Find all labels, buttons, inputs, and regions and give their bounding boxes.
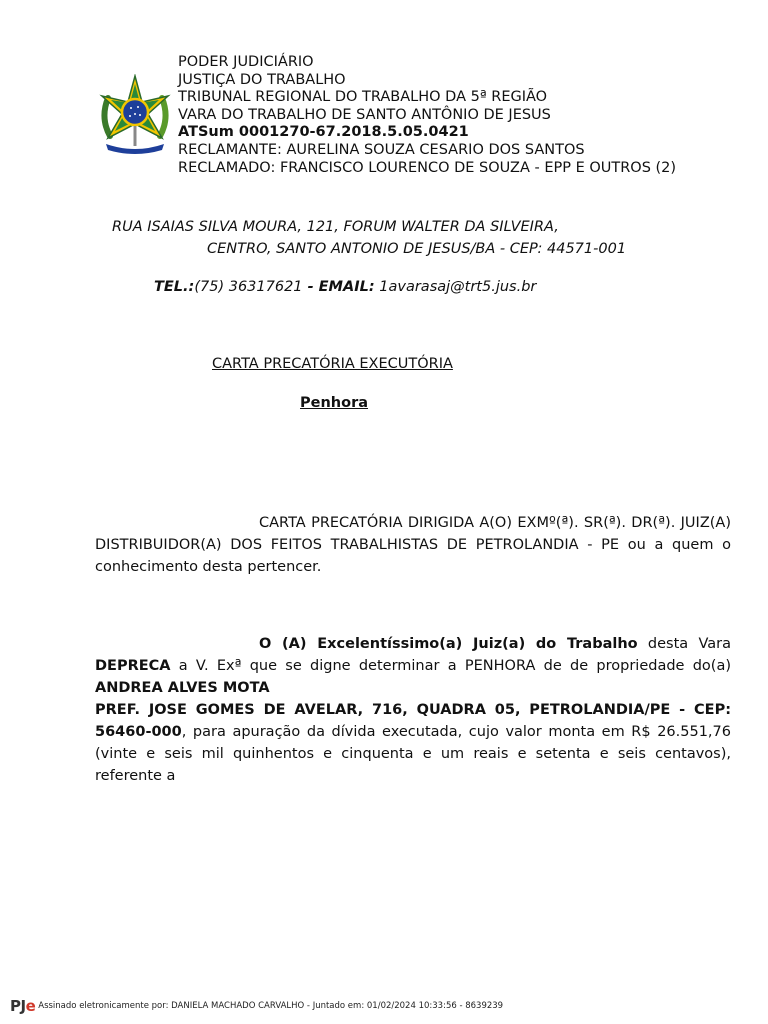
reclamado: RECLAMADO: FRANCISCO LOURENCO DE SOUZA - EPP E OUTROS (2) [178,159,677,176]
court-contact [154,279,536,295]
brazil-coat-of-arms-seal [96,74,174,156]
document-title: CARTA PRECATÓRIA EXECUTÓRIA [212,356,453,372]
debtor-address: PREF. JOSE GOMES DE AVELAR, 716, QUADRA 05, PETROLANDIA/PE - CEP: 56460-000 [95,702,731,740]
court-address-line-2: CENTRO, SANTO ANTONIO DE JESUS/BA - CEP: 44571-001 [207,241,627,257]
depreca-keyword: DEPRECA [95,658,171,674]
document-header [178,54,676,177]
header-line-labor-court: VARA DO TRABALHO DE SANTO ANTÔNIO DE JESUS [178,106,551,123]
header-line-judiciary: PODER JUDICIÁRIO [178,54,314,70]
pje-logo: PJe [10,997,36,1015]
header-line-labor-justice: JUSTIÇA DO TRABALHO [178,71,346,88]
email-value: 1avarasaj@trt5.jus.br [374,279,537,295]
document-subtitle: Penhora [300,395,369,411]
process-number: ATSum 0001270-67.2018.5.05.0421 [178,124,469,141]
request-text-2: a V. Exª que se digne determinar a PENHORA de de propriedade do(a) [170,658,731,674]
request-text-3: , para apuração da dívida executada, cujo valor monta em R$ 26.551,76 (vinte e seis mil quinhentos e cinquenta e um reais e setenta e seis centavos), referente a [95,724,731,784]
email-label: EMAIL: [318,279,375,295]
signature-footer [10,997,503,1015]
tel-label: TEL.: [154,279,195,295]
debtor-name: ANDREA ALVES MOTA [95,680,270,696]
judge-phrase: O (A) Excelentíssimo(a) Juiz(a) do Trabalho [259,636,638,652]
court-address-line-1: RUA ISAIAS SILVA MOURA, 121, FORUM WALTER DA SILVEIRA, [112,219,559,235]
reclamante: RECLAMANTE: AURELINA SOUZA CESARIO DOS SANTOS [178,141,585,158]
addressee-paragraph: CARTA PRECATÓRIA DIRIGIDA A(O) EXMº(ª). SR(ª). DR(ª). JUIZ(A) DISTRIBUIDOR(A) DOS FEITOS TRABALHISTAS DE PETROLANDIA - PE ou a quem o conhecimento desta pertencer. [95,515,731,575]
contact-separator: - [302,279,319,295]
request-text-1: desta Vara [637,636,731,652]
request-paragraph [95,633,731,787]
header-line-regional-court: TRIBUNAL REGIONAL DO TRABALHO DA 5ª REGIÃO [178,89,548,106]
signature-text: Assinado eletronicamente por: DANIELA MACHADO CARVALHO - Juntado em: 01/02/2024 10:33:56 - 8639239 [38,1001,504,1011]
tel-value: (75) 36317621 [194,279,303,295]
